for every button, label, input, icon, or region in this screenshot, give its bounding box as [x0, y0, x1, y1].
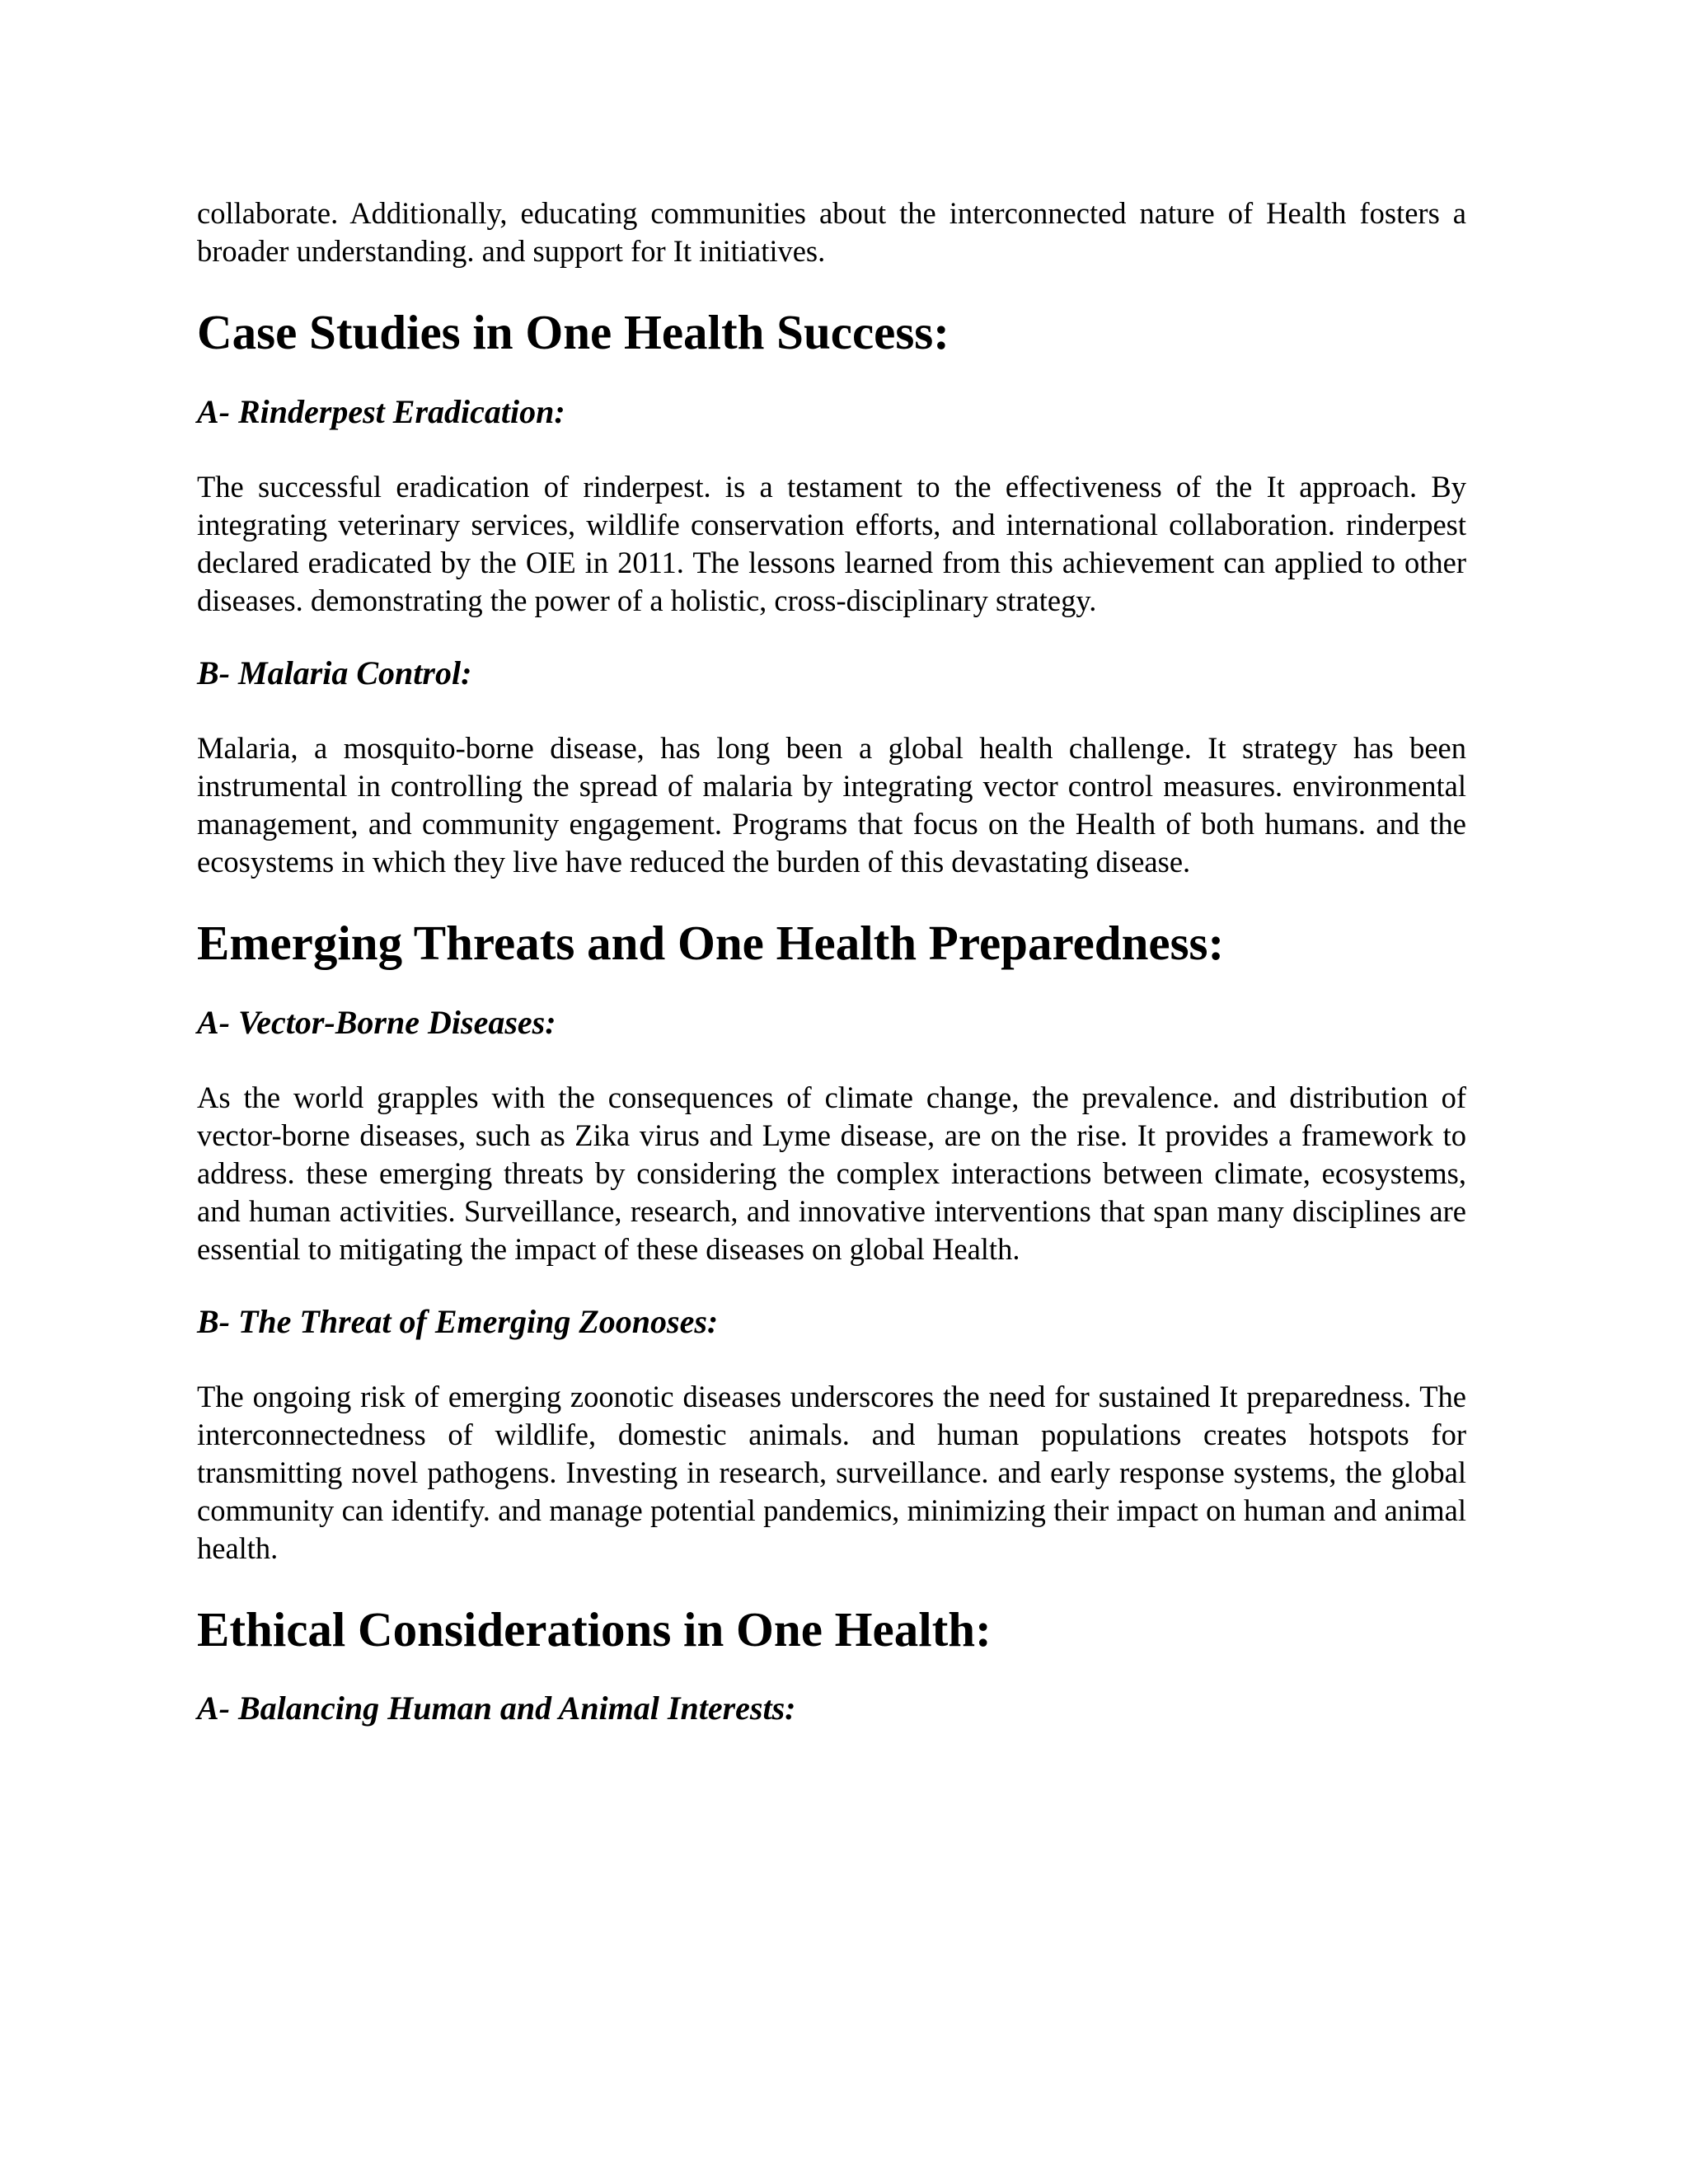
section-title-emerging-threats: Emerging Threats and One Health Preparedness:: [197, 916, 1225, 970]
section-title-case-studies: Case Studies in One Health Success:: [197, 305, 950, 359]
intro-paragraph: collaborate. Additionally, educating communities about the interconnected nature of Health fosters a broader understanding. and support for It initiatives.: [197, 196, 1466, 268]
subheading-rinderpest-eradication: A- Rinderpest Eradication:: [197, 393, 565, 430]
section-title-ethical-considerations: Ethical Considerations in One Health:: [197, 1602, 992, 1657]
paragraph-vector-borne-diseases: As the world grapples with the consequences of climate change, the prevalence. and distribution of vector-borne diseases, such as Zika virus and Lyme disease, are on the rise. It provides a framework to address. these emerging threats by considering the complex interactions between climate, ecosystems, and human activities. Surveillance, research, and innovative interventions that span many disciplines are essential to mitigating the impact of these diseases on global Health.: [197, 1080, 1466, 1266]
document-page: [197, 194, 1466, 1729]
subheading-malaria-control: B- Malaria Control:: [197, 654, 472, 691]
paragraph-emerging-zoonoses: The ongoing risk of emerging zoonotic diseases underscores the need for sustained It preparedness. The interconnectedness of wildlife, domestic animals. and human populations creates hotspots for transmitting novel pathogens. Investing in research, surveillance. and early response systems, the global community can identify. and manage potential pandemics, minimizing their impact on human and animal health.: [197, 1380, 1466, 1565]
paragraph-rinderpest-eradication: The successful eradication of rinderpest. is a testament to the effectiveness of the It approach. By integrating veterinary services, wildlife conservation efforts, and international collaboration. rinderpest declared eradicated by the OIE in 2011. The lessons learned from this achievement can applied to other diseases. demonstrating the power of a holistic, cross-disciplinary strategy.: [197, 470, 1466, 617]
paragraph-malaria-control: Malaria, a mosquito-borne disease, has long been a global health challenge. It strategy has been instrumental in controlling the spread of malaria by integrating vector control measures. environmental management, and community engagement. Programs that focus on the Health of both humans. and the ecosystems in which they live have reduced the burden of this devastating disease.: [197, 731, 1466, 879]
subheading-emerging-zoonoses: B- The Threat of Emerging Zoonoses:: [197, 1303, 719, 1340]
subheading-balancing-interests: A- Balancing Human and Animal Interests:: [197, 1690, 796, 1727]
subheading-vector-borne-diseases: A- Vector-Borne Diseases:: [197, 1004, 556, 1041]
